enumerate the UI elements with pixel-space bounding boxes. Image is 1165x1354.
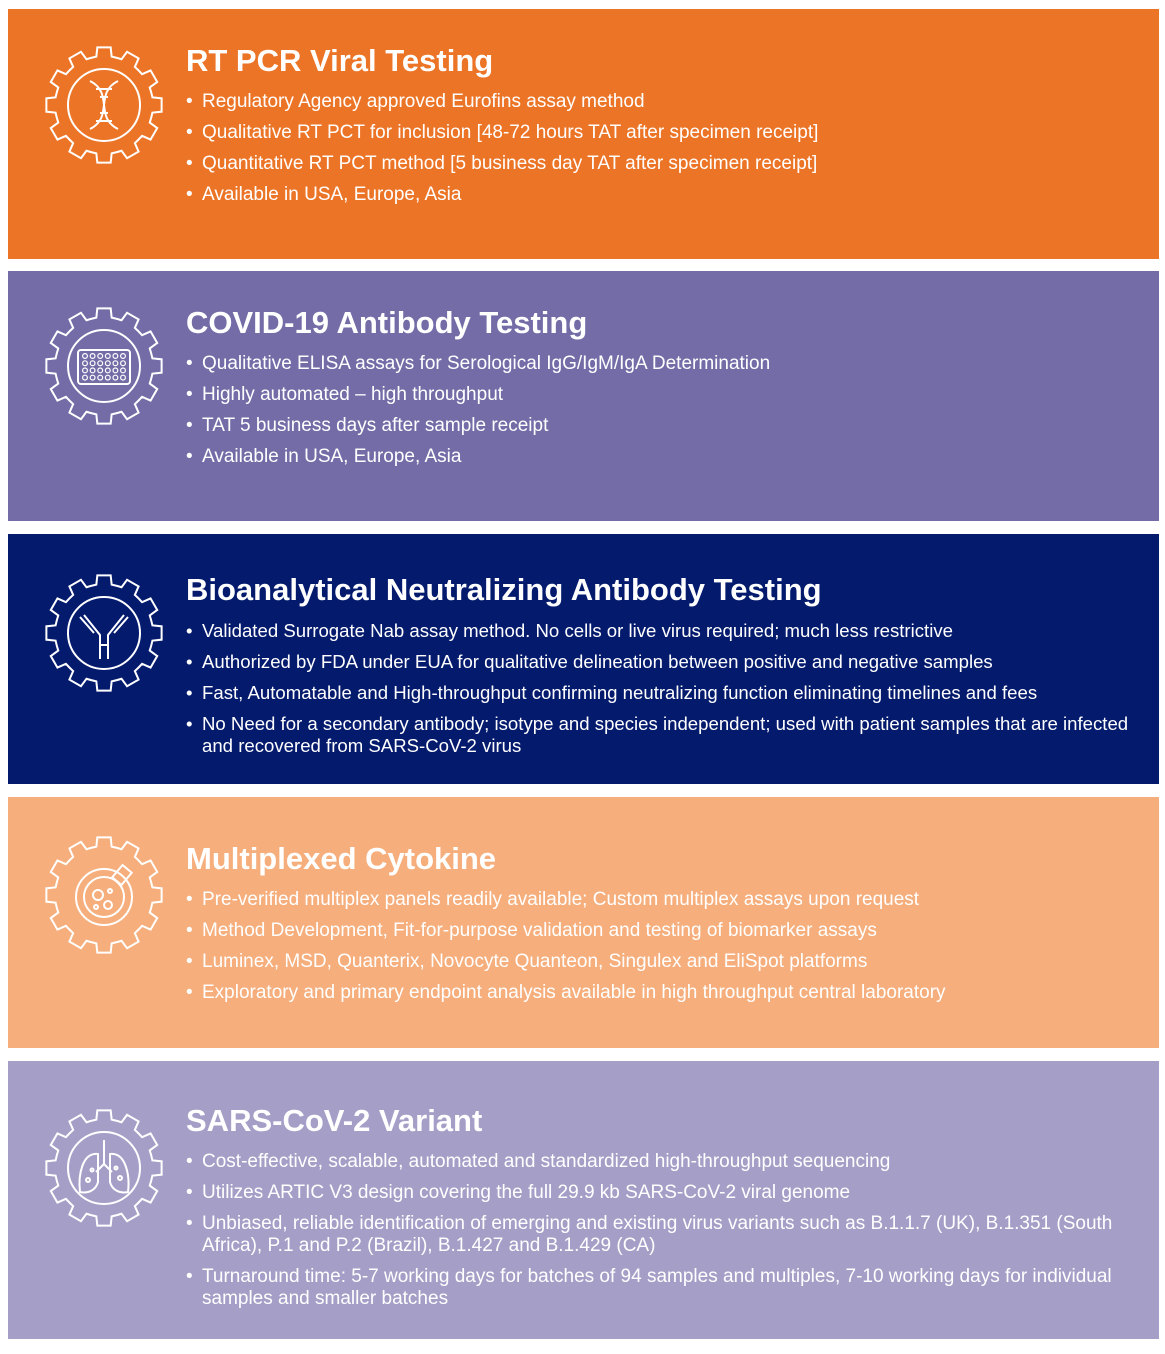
- panel-content: [186, 41, 1147, 215]
- panel-antibody-testing: [8, 271, 1159, 521]
- section-title: RT PCR Viral Testing: [186, 43, 494, 78]
- section-title: COVID-19 Antibody Testing: [186, 305, 588, 340]
- bullet-item: • TAT 5 business days after sample receipt: [186, 415, 1147, 437]
- bullet-item: • Highly automated – high throughput: [186, 384, 1147, 406]
- bullet-item: • Regulatory Agency approved Eurofins assay method: [186, 91, 1147, 113]
- bullet-item: • Available in USA, Europe, Asia: [186, 446, 1147, 468]
- bullet-item: • Qualitative ELISA assays for Serological IgG/IgM/IgA Determination: [186, 353, 1147, 375]
- bullet-item: • Authorized by FDA under EUA for qualitative delineation between positive and negative samples: [186, 651, 1147, 673]
- panel-neutralizing-antibody: [8, 534, 1159, 784]
- dna-icon: [42, 43, 166, 167]
- lungs-icon: [42, 1106, 166, 1230]
- bullet-item: • Exploratory and primary endpoint analysis available in high throughput central laboratory: [186, 982, 1147, 1004]
- bullet-item: • Cost-effective, scalable, automated and standardized high-throughput sequencing: [186, 1151, 1147, 1173]
- panel-content: [186, 303, 1147, 477]
- panel-content: [186, 839, 1147, 1013]
- section-title: SARS-CoV-2 Variant: [186, 1103, 483, 1138]
- panel-content: [186, 1101, 1147, 1319]
- bullet-list: [186, 1151, 1147, 1310]
- bullet-item: • Unbiased, reliable identification of emerging and existing virus variants such as B.1.1.7 (UK), B.1.351 (South Africa), P.1 and P.2 (Brazil), B.1.427 and B.1.429 (CA): [186, 1213, 1147, 1257]
- panel-content: [186, 570, 1147, 766]
- bullet-list: [186, 889, 1147, 1004]
- bullet-item: • Fast, Automatable and High-throughput confirming neutralizing function eliminating timelines and fees: [186, 682, 1147, 704]
- panel-sars-cov-2-variant: [8, 1061, 1159, 1339]
- bullet-list: [186, 353, 1147, 468]
- bullet-item: • No Need for a secondary antibody; isotype and species independent; used with patient samples that are infected and recovered from SARS-CoV-2 virus: [186, 713, 1147, 757]
- bullet-item: • Quantitative RT PCT method [5 business day TAT after specimen receipt]: [186, 153, 1147, 175]
- section-title: Multiplexed Cytokine: [186, 841, 497, 876]
- bullet-item: • Qualitative RT PCT for inclusion [48-72 hours TAT after specimen receipt]: [186, 122, 1147, 144]
- bullet-item: • Pre-verified multiplex panels readily available; Custom multiplex assays upon request: [186, 889, 1147, 911]
- section-title: Bioanalytical Neutralizing Antibody Testing: [186, 572, 822, 607]
- petri-dish-icon: [42, 833, 166, 957]
- bullet-item: • Utilizes ARTIC V3 design covering the full 29.9 kb SARS-CoV-2 viral genome: [186, 1182, 1147, 1204]
- panel-rt-pcr: [8, 9, 1159, 259]
- bullet-item: • Method Development, Fit-for-purpose validation and testing of biomarker assays: [186, 920, 1147, 942]
- bullet-item: • Validated Surrogate Nab assay method. No cells or live virus required; much less restrictive: [186, 620, 1147, 642]
- bullet-item: • Turnaround time: 5-7 working days for batches of 94 samples and multiples, 7-10 working days for individual samples and smaller batches: [186, 1266, 1147, 1310]
- antibody-icon: [42, 571, 166, 695]
- bullet-list: [186, 91, 1147, 206]
- bullet-item: • Available in USA, Europe, Asia: [186, 184, 1147, 206]
- bullet-list: [186, 620, 1147, 757]
- bullet-item: • Luminex, MSD, Quanterix, Novocyte Quanteon, Singulex and EliSpot platforms: [186, 951, 1147, 973]
- panel-multiplexed-cytokine: [8, 797, 1159, 1048]
- well-plate-icon: [42, 304, 166, 428]
